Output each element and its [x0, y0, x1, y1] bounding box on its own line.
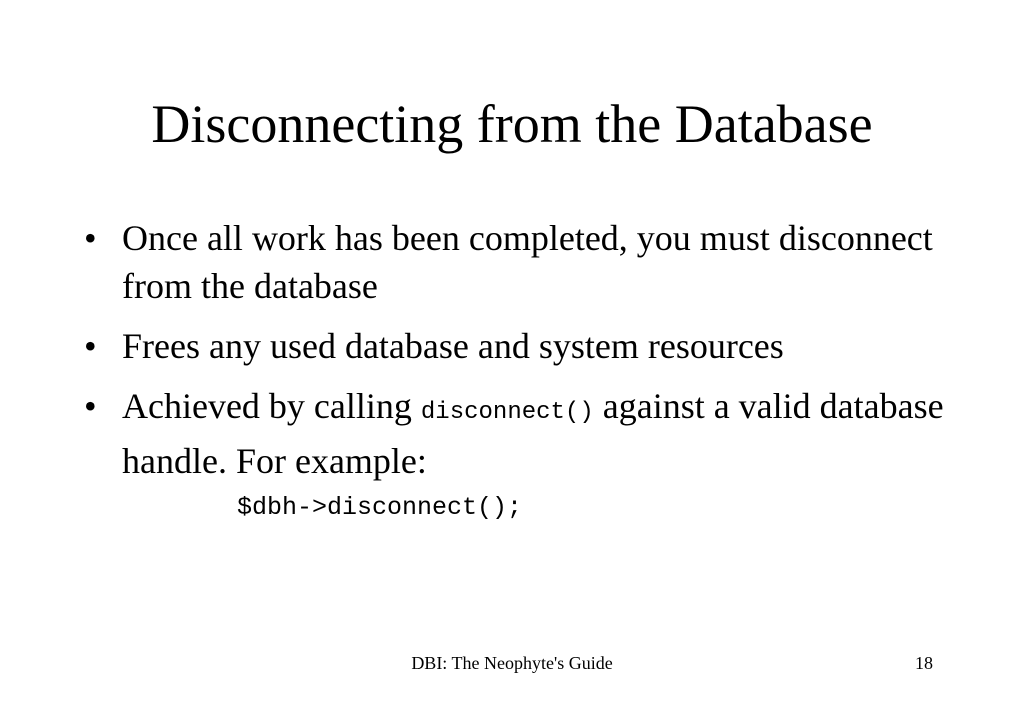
bullet-icon: • — [84, 218, 97, 258]
footer-title: DBI: The Neophyte's Guide — [411, 653, 613, 673]
bullet-text: Frees any used database and system resources — [122, 326, 784, 366]
code-example: $dbh->disconnect(); — [237, 493, 523, 522]
bullet-item-resources — [84, 322, 964, 370]
bullet-icon: • — [84, 386, 97, 426]
inline-code: disconnect() — [420, 399, 594, 426]
page-number: 18 — [915, 653, 933, 673]
bullet-text: Once all work has been completed, you must disconnect from the database — [122, 218, 933, 306]
bullet-list — [84, 214, 964, 497]
slide-title: Disconnecting from the Database — [151, 94, 873, 154]
bullet-text-after: against a valid database handle. For example: — [122, 386, 944, 481]
bullet-item-disconnect — [84, 214, 964, 310]
bullet-icon: • — [84, 326, 97, 366]
bullet-text-before: Achieved by calling — [122, 386, 421, 426]
bullet-item-calling — [84, 382, 964, 485]
